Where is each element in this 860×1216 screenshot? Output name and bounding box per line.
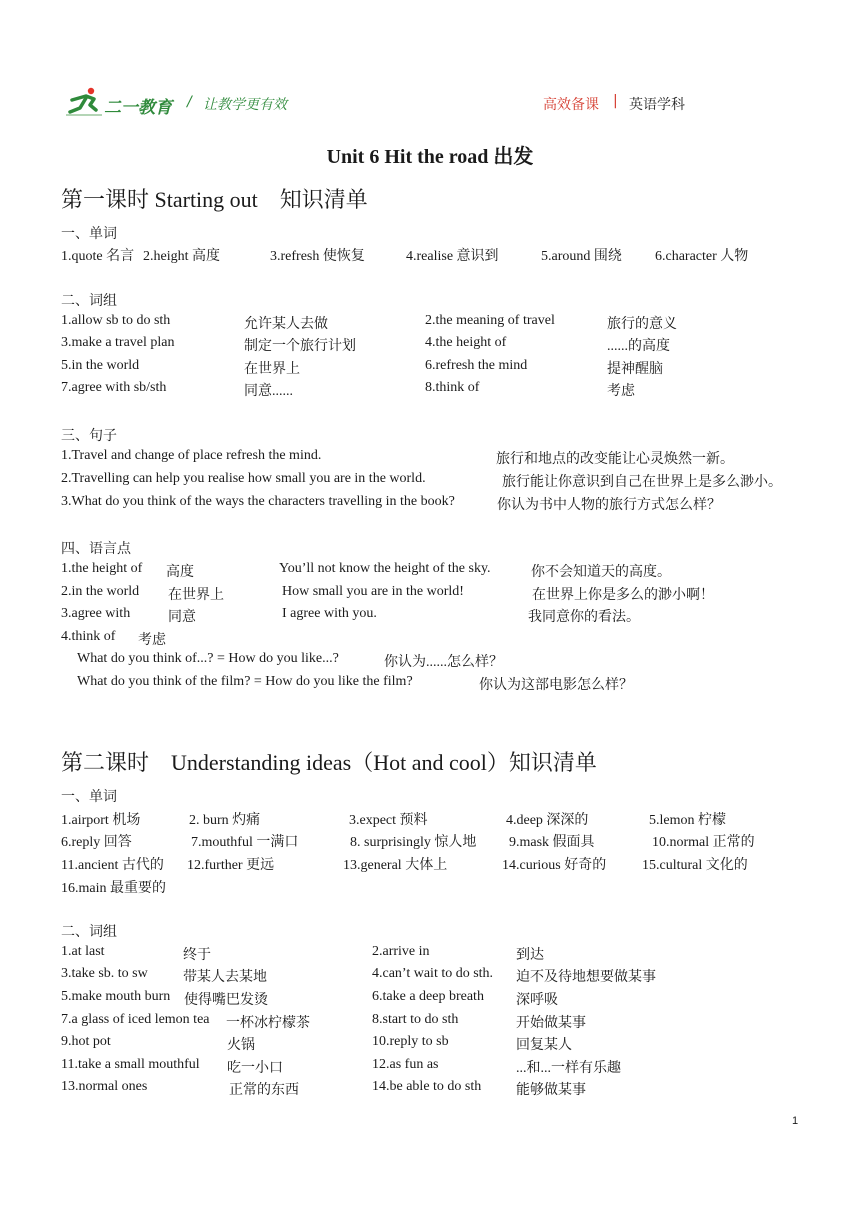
header-tag-left: 高效备课	[543, 97, 599, 113]
phrase-zh: 一杯冰柠檬茶	[226, 1016, 310, 1031]
sentence-zh: 旅行和地点的改变能让心灵焕然一新。	[496, 452, 734, 467]
vocab-item: 2.height 高度	[143, 249, 220, 264]
point-term: 4.think of	[61, 629, 116, 644]
header-tag-right: 英语学科	[629, 97, 685, 113]
phrase-zh: 吃一小口	[227, 1061, 283, 1076]
point-meaning: 同意	[168, 610, 196, 625]
phrase-en: 4.the height of	[425, 335, 507, 350]
phrase-en: 5.make mouth burn	[61, 989, 171, 1004]
phrase-zh: 迫不及待地想要做某事	[516, 970, 656, 985]
phrase-zh: 终于	[183, 948, 211, 963]
phrase-en: 6.take a deep breath	[372, 989, 484, 1004]
point-term: 3.agree with	[61, 606, 131, 621]
vocab-item: 3.expect 预料	[349, 813, 428, 828]
point-term: 2.in the world	[61, 584, 140, 599]
sentence-en: 1.Travel and change of place refresh the mind.	[61, 448, 322, 463]
header-divider: /	[187, 94, 192, 110]
vocab-item: 1.airport 机场	[61, 813, 141, 828]
phrase-zh: 制定一个旅行计划	[244, 339, 356, 354]
point-meaning: 考虑	[138, 633, 166, 648]
point-example: How small you are in the world!	[282, 584, 464, 599]
lesson2-vocab-heading: 一、单词	[61, 790, 117, 805]
lesson1-vocab-heading: 一、单词	[61, 227, 117, 242]
phrase-en: 7.a glass of iced lemon tea	[61, 1012, 210, 1027]
point-translation: 你认为......怎么样？	[384, 655, 503, 670]
vocab-item: 9.mask 假面具	[509, 835, 595, 850]
vocab-item: 12.further 更远	[187, 858, 275, 873]
phrase-zh: 开始做某事	[516, 1016, 586, 1031]
point-example: What do you think of...? = How do you like...?	[77, 651, 339, 666]
phrase-zh: 提神醒脑	[607, 362, 663, 377]
phrase-en: 14.be able to do sth	[372, 1079, 482, 1094]
lesson1-sentences-heading: 三、句子	[61, 429, 117, 444]
phrase-zh: 火锅	[227, 1038, 255, 1053]
phrase-zh: 允许某人去做	[244, 317, 328, 332]
phrase-en: 1.at last	[61, 944, 105, 959]
phrase-en: 2.arrive in	[372, 944, 430, 959]
logo	[66, 86, 176, 118]
phrase-zh: 回复某人	[516, 1038, 572, 1053]
phrase-en: 6.refresh the mind	[425, 358, 528, 373]
vocab-item: 4.realise 意识到	[406, 249, 499, 264]
phrase-en: 9.hot pot	[61, 1034, 111, 1049]
point-meaning: 在世界上	[168, 588, 224, 603]
vocab-item: 13.general 大体上	[343, 858, 448, 873]
phrase-zh: 使得嘴巴发烫	[184, 993, 268, 1008]
phrase-en: 11.take a small mouthful	[61, 1057, 200, 1072]
point-translation: 我同意你的看法。	[528, 610, 640, 625]
page-title: Unit 6 Hit the road 出发	[326, 146, 534, 168]
phrase-en: 1.allow sb to do sth	[61, 313, 171, 328]
phrase-en: 2.the meaning of travel	[425, 313, 555, 328]
point-translation: 你认为这部电影怎么样？	[479, 678, 633, 693]
vocab-item: 15.cultural 文化的	[642, 858, 748, 873]
phrase-zh: ...和...一样有乐趣	[516, 1061, 621, 1076]
vocab-item: 6.character 人物	[655, 249, 749, 264]
vocab-item: 14.curious 好奇的	[502, 858, 607, 873]
runner-logo-icon	[66, 86, 104, 118]
sentence-zh: 你认为书中人物的旅行方式怎么样？	[497, 498, 721, 513]
lesson1-phrases-heading: 二、词组	[61, 294, 117, 309]
phrase-zh: 旅行的意义	[607, 317, 677, 332]
vocab-item: 6.reply 回答	[61, 835, 132, 850]
point-translation: 在世界上你是多么的渺小啊！	[532, 588, 714, 603]
header-slogan: 让教学更有效	[203, 97, 287, 113]
vocab-item: 11.ancient 古代的	[61, 858, 164, 873]
point-example: I agree with you.	[282, 606, 377, 621]
phrase-en: 3.make a travel plan	[61, 335, 175, 350]
phrase-zh: 在世界上	[244, 362, 300, 377]
phrase-en: 8.start to do sth	[372, 1012, 459, 1027]
phrase-en: 8.think of	[425, 380, 480, 395]
phrase-zh: 能够做某事	[516, 1083, 586, 1098]
phrase-en: 5.in the world	[61, 358, 140, 373]
lesson1-points-heading: 四、语言点	[61, 542, 131, 557]
phrase-en: 3.take sb. to sw	[61, 966, 148, 981]
header-tag-divider: |	[613, 93, 618, 109]
phrase-en: 4.can’t wait to do sth.	[372, 966, 494, 981]
phrase-en: 10.reply to sb	[372, 1034, 449, 1049]
vocab-item: 8. surprisingly 惊人地	[350, 835, 477, 850]
phrase-en: 12.as fun as	[372, 1057, 439, 1072]
vocab-item: 1.quote 名言	[61, 249, 135, 264]
vocab-item: 7.mouthful 一满口	[191, 835, 299, 850]
point-translation: 你不会知道天的高度。	[531, 565, 671, 580]
phrase-zh: 考虑	[607, 384, 635, 399]
vocab-item: 2. burn 灼痛	[189, 813, 261, 828]
point-meaning: 高度	[166, 565, 194, 580]
point-example: What do you think of the film? = How do you like the film?	[77, 674, 413, 689]
phrase-zh: 带某人去某地	[183, 970, 267, 985]
vocab-item: 3.refresh 使恢复	[270, 249, 365, 264]
lesson1-heading: 第一课时 Starting out 知识清单	[61, 187, 368, 212]
vocab-item: 5.lemon 柠檬	[649, 813, 726, 828]
phrase-en: 7.agree with sb/sth	[61, 380, 167, 395]
vocab-item: 16.main 最重要的	[61, 881, 166, 896]
vocab-item: 10.normal 正常的	[652, 835, 755, 850]
vocab-item: 5.around 围绕	[541, 249, 622, 264]
page-number: 1	[792, 1115, 799, 1127]
phrase-zh: 同意......	[244, 384, 293, 399]
point-example: You’ll not know the height of the sky.	[279, 561, 491, 576]
vocab-item: 4.deep 深深的	[506, 813, 589, 828]
sentence-zh: 旅行能让你意识到自己在世界上是多么渺小。	[502, 475, 782, 490]
phrase-en: 13.normal ones	[61, 1079, 148, 1094]
sentence-en: 2.Travelling can help you realise how small you are in the world.	[61, 471, 426, 486]
sentence-en: 3.What do you think of the ways the characters travelling in the book?	[61, 494, 455, 509]
lesson2-heading: 第二课时 Understanding ideas（Hot and cool）知识清单	[61, 750, 597, 775]
point-term: 1.the height of	[61, 561, 143, 576]
logo-text: 二一教育	[104, 98, 172, 118]
phrase-zh: ......的高度	[607, 339, 670, 354]
phrase-zh: 深呼吸	[516, 993, 558, 1008]
phrase-zh: 正常的东西	[229, 1083, 299, 1098]
lesson2-phrases-heading: 二、词组	[61, 925, 117, 940]
phrase-zh: 到达	[516, 948, 544, 963]
